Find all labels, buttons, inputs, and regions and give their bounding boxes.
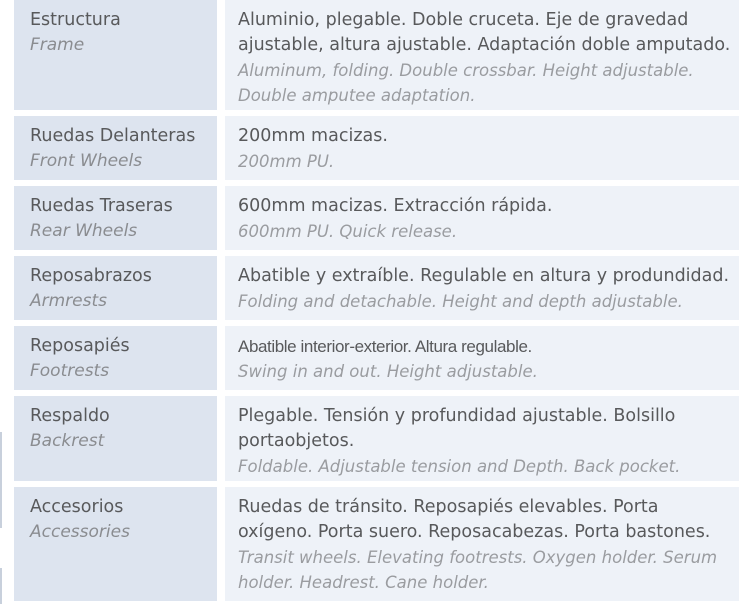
spec-value-spanish: Aluminio, plegable. Doble cruceta. Eje de gravedad ajustable, altura ajustable. Adaptación doble amputado. bbox=[238, 10, 731, 55]
spec-row-footrests bbox=[14, 326, 739, 390]
spec-label-cell bbox=[14, 256, 217, 320]
spec-label-cell bbox=[14, 186, 217, 250]
spec-value-english: Swing in and out. Height adjustable. bbox=[238, 362, 538, 381]
spec-label-english: Armrests bbox=[30, 291, 108, 311]
specifications-table bbox=[14, 0, 739, 601]
spec-value-spanish: 200mm macizas. bbox=[238, 126, 388, 146]
spec-label-english: Accessories bbox=[30, 522, 130, 542]
spec-value-cell bbox=[225, 0, 739, 110]
spec-value-english: Transit wheels. Elevating footrests. Oxygen holder. Serum holder. Headrest. Cane holder. bbox=[238, 548, 718, 592]
spec-row-rear-wheels bbox=[14, 186, 739, 250]
spec-label-cell bbox=[14, 487, 217, 601]
spec-row-armrests bbox=[14, 256, 739, 320]
spec-value-english: 200mm PU. bbox=[238, 152, 335, 171]
spec-value-english: Aluminum, folding. Double crossbar. Height adjustable. Double amputee adaptation. bbox=[238, 61, 694, 105]
left-edge-divider bbox=[0, 432, 2, 528]
spec-value-spanish: Abatible interior-exterior. Altura regulable. bbox=[238, 337, 532, 356]
spec-label-spanish: Reposapiés bbox=[30, 336, 130, 356]
spec-value-cell bbox=[225, 186, 739, 250]
spec-value-cell bbox=[225, 326, 739, 390]
spec-label-spanish: Accesorios bbox=[30, 497, 124, 517]
spec-value-spanish: Abatible y extraíble. Regulable en altura y produndidad. bbox=[238, 266, 730, 286]
spec-label-cell bbox=[14, 396, 217, 481]
spec-label-english: Backrest bbox=[30, 431, 105, 451]
spec-value-cell bbox=[225, 116, 739, 180]
spec-label-cell bbox=[14, 116, 217, 180]
spec-label-english: Front Wheels bbox=[30, 151, 143, 171]
spec-label-spanish: Estructura bbox=[30, 10, 121, 30]
spec-label-english: Rear Wheels bbox=[30, 221, 138, 241]
spec-label-spanish: Respaldo bbox=[30, 406, 110, 426]
spec-value-cell bbox=[225, 487, 739, 601]
spec-value-cell bbox=[225, 256, 739, 320]
spec-row-frame bbox=[14, 0, 739, 110]
spec-label-spanish: Reposabrazos bbox=[30, 266, 152, 286]
spec-value-spanish: 600mm macizas. Extracción rápida. bbox=[238, 196, 553, 216]
spec-label-english: Frame bbox=[30, 35, 85, 55]
spec-value-spanish: Ruedas de tránsito. Reposapiés elevables. Porta oxígeno. Porta suero. Reposacabezas. Porta bastones. bbox=[238, 497, 711, 542]
spec-value-cell bbox=[225, 396, 739, 481]
spec-label-cell bbox=[14, 0, 217, 110]
spec-label-cell bbox=[14, 326, 217, 390]
spec-value-english: 600mm PU. Quick release. bbox=[238, 222, 458, 241]
spec-row-accessories bbox=[14, 487, 739, 601]
spec-row-front-wheels bbox=[14, 116, 739, 180]
spec-label-english: Footrests bbox=[30, 361, 110, 381]
spec-row-backrest bbox=[14, 396, 739, 481]
spec-value-english: Folding and detachable. Height and depth adjustable. bbox=[238, 292, 683, 311]
spec-label-spanish: Ruedas Delanteras bbox=[30, 126, 196, 146]
spec-value-spanish: Plegable. Tensión y profundidad ajustable. Bolsillo portaobjetos. bbox=[238, 406, 676, 451]
left-edge-divider bbox=[0, 568, 2, 604]
spec-label-spanish: Ruedas Traseras bbox=[30, 196, 173, 216]
spec-value-english: Foldable. Adjustable tension and Depth. Back pocket. bbox=[238, 457, 681, 476]
